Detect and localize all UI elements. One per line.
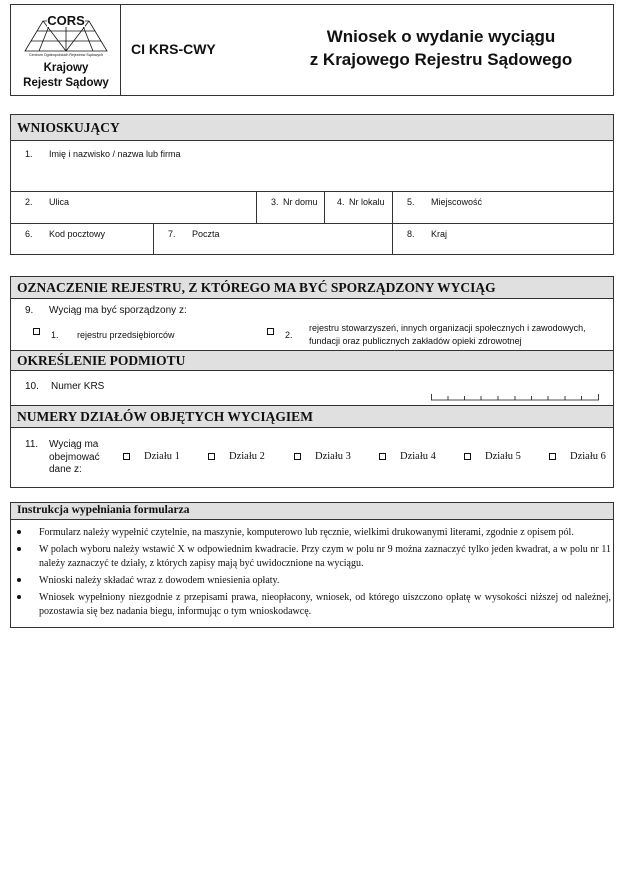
- instruction-item: Wnioski należy składać wraz z dowodem wniesienia opłaty.: [11, 574, 611, 588]
- section-option-5[interactable]: Działu 5: [464, 451, 544, 465]
- field-city[interactable]: 5. Miejscowość: [393, 192, 613, 224]
- section-option-4[interactable]: Działu 4: [379, 451, 459, 465]
- instruction-item: Formularz należy wypełnić czytelnie, na maszynie, komputerowo lub ręcznie, wielkimi drukowanymi literami, zgodnie z opisem pól.: [11, 526, 611, 540]
- field-country[interactable]: 8. Kraj: [407, 229, 448, 239]
- section-option-1[interactable]: Działu 1: [123, 451, 203, 465]
- instruction-item: W polach wyboru należy wstawić X w odpowiednim kwadracie. Przy czym w polu nr 9 można zaznaczyć tylko jeden kwadrat, a w polu nr 11 należy zaznaczyć te działy, z których zapisy mają być uwidocznione na wyciągu.: [11, 543, 611, 570]
- sections-section-title: NUMERY DZIAŁÓW OBJĘTYCH WYCIĄGIEM: [10, 405, 614, 428]
- form-title: [271, 25, 611, 71]
- registry-option-1-checkbox[interactable]: [33, 328, 40, 335]
- field-postal-code[interactable]: 6. Kod pocztowy: [11, 224, 154, 254]
- krs-number-input[interactable]: [431, 389, 599, 401]
- applicant-section: [10, 114, 614, 255]
- section-5-checkbox[interactable]: [464, 453, 471, 460]
- registry-option-2-checkbox[interactable]: [267, 328, 274, 335]
- section-option-2[interactable]: Działu 2: [208, 451, 288, 465]
- instruction-item: Wniosek wypełniony niezgodnie z przepisami prawa, nieopłacony, wniosek, od którego uiszczono opłatę w wysokości niższej od należnej, pozostawia się bez nadania biegu, informując o tym wnioskodawcę.: [11, 591, 611, 618]
- form-title-line2: z Krajowego Rejestru Sądowego: [309, 50, 573, 69]
- krs-number-label: Numer KRS: [51, 381, 105, 392]
- registry-option-entrepreneurs[interactable]: 1. rejestru przedsiębiorców: [33, 327, 253, 341]
- logo-block: [11, 5, 121, 95]
- field-house-number[interactable]: 3. Nr domu: [257, 192, 325, 224]
- bullet-icon: [17, 530, 21, 534]
- section-option-3[interactable]: Działu 3: [294, 451, 374, 465]
- org-name-line2: Rejestr Sądowy: [23, 77, 109, 89]
- field-post-office[interactable]: 7. Poczta: [154, 224, 393, 254]
- registry-block: OZNACZENIE REJESTRU, Z KTÓREGO MA BYĆ SPORZĄDZONY WYCIĄG 9. Wyciąg ma być sporządzony z: 1. rejestru przedsiębiorców 2. rejestru stowarzyszeń, innych organizacji społecznych i zawodowych, fundacji oraz publicznych zakładów opieki zdrowotnej OKREŚLENIE PODMIOTU 10. Numer KRS NUMERY DZIAŁÓW OBJĘTYCH WYCIĄGIEM 11. Wyciąg ma obejmować dane z: Działu 1 Działu 2 Działu 3 Działu 4 Działu 5 Działu 6: [10, 276, 614, 488]
- bullet-icon: [17, 578, 21, 582]
- registry-section-title: OZNACZENIE REJESTRU, Z KTÓREGO MA BYĆ SPORZĄDZONY WYCIĄG: [10, 276, 614, 299]
- instructions-title: Instrukcja wypełniania formularza: [10, 502, 614, 520]
- section-6-checkbox[interactable]: [549, 453, 556, 460]
- field-apartment-number[interactable]: 4. Nr lokalu: [325, 192, 393, 224]
- section-1-checkbox[interactable]: [123, 453, 130, 460]
- applicant-section-title: WNIOSKUJĄCY: [10, 114, 614, 141]
- instructions-section: [10, 502, 614, 628]
- org-name-line1: Krajowy: [43, 62, 89, 74]
- field-name[interactable]: 1. Imię i nazwisko / nazwa lub firma: [11, 141, 613, 192]
- svg-text:CORS: CORS: [47, 13, 85, 28]
- bullet-icon: [17, 595, 21, 599]
- bullet-icon: [17, 547, 21, 551]
- form-title-line1: Wniosek o wydanie wyciągu: [326, 27, 556, 46]
- section-option-6[interactable]: Działu 6: [549, 451, 615, 465]
- svg-text:Centrum Ogólnopolskich Rejestr: Centrum Ogólnopolskich Rejestrów Sądowych: [29, 53, 103, 57]
- section-4-checkbox[interactable]: [379, 453, 386, 460]
- section-3-checkbox[interactable]: [294, 453, 301, 460]
- field-street[interactable]: 2. Ulica: [11, 192, 257, 224]
- registry-question: Wyciąg ma być sporządzony z:: [49, 305, 187, 316]
- entity-section-title: OKREŚLENIE PODMIOTU: [10, 350, 614, 371]
- sections-question: Wyciąg ma obejmować dane z:: [49, 439, 100, 475]
- section-2-checkbox[interactable]: [208, 453, 215, 460]
- form-code: CI KRS-CWY: [131, 41, 216, 57]
- registry-option-associations[interactable]: 2. rejestru stowarzyszeń, innych organizacji społecznych i zawodowych, fundacji oraz publicznych zakładów opieki zdrowotnej: [267, 323, 612, 349]
- form-header: [10, 4, 614, 96]
- cors-logo-icon: [19, 11, 113, 57]
